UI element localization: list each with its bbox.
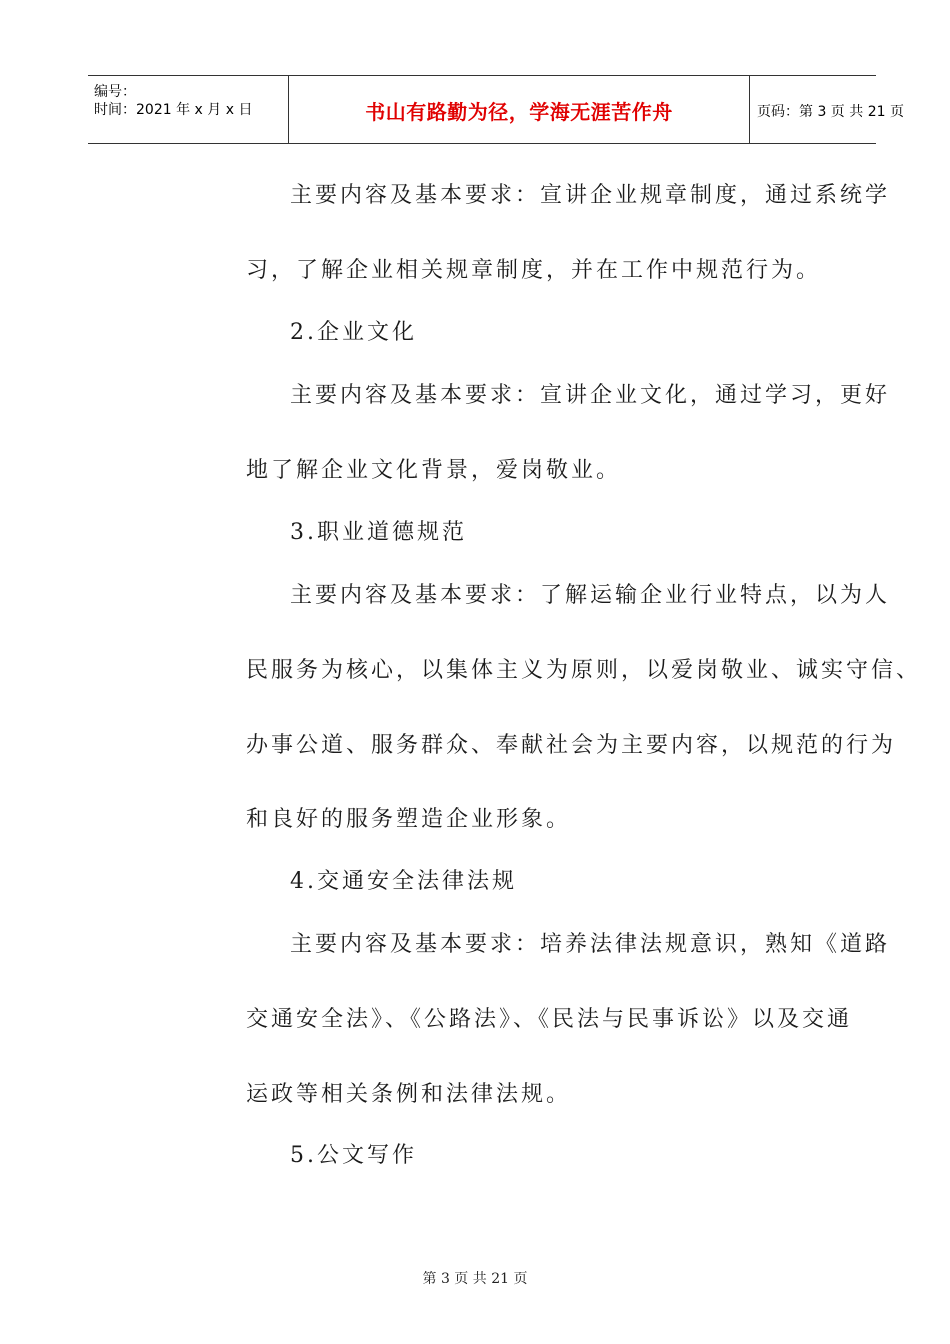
body-line: 和良好的服务塑造企业形象。: [246, 807, 572, 832]
header-motto: 书山有路勤为径，学海无涯苦作舟: [365, 100, 673, 124]
body-line: 运政等相关条例和法律法规。: [246, 1082, 572, 1107]
header-page-cell: [749, 76, 904, 143]
page-header: [88, 75, 904, 144]
serial-label: 编号：: [94, 84, 136, 100]
section-heading: 4.交通安全法律法规: [290, 869, 517, 894]
time-label: 时间：2021 年 x 月 x 日: [94, 102, 253, 118]
body-line: 地了解企业文化背景，爱岗敬业。: [246, 458, 622, 483]
body-line: 主要内容及基本要求：了解运输企业行业特点，以为人: [290, 583, 891, 608]
body-line: 主要内容及基本要求：宣讲企业文化，通过学习，更好: [290, 383, 891, 408]
header-motto-cell: [288, 76, 750, 143]
body-line: 主要内容及基本要求：培养法律法规意识，熟知《道路: [290, 932, 891, 957]
body-line: 民服务为核心，以集体主义为原则，以爱岗敬业、诚实守信、: [246, 658, 922, 683]
page-footer: 第 3 页 共 21 页: [422, 1271, 528, 1287]
section-heading: 5.公文写作: [290, 1143, 417, 1168]
section-heading: 2.企业文化: [290, 320, 417, 345]
body-line: 办事公道、服务群众、奉献社会为主要内容，以规范的行为: [246, 733, 897, 758]
header-page-info: 页码：第 3 页 共 21 页: [757, 104, 904, 120]
section-heading: 3.职业道德规范: [290, 520, 467, 545]
body-line: 主要内容及基本要求：宣讲企业规章制度，通过系统学: [290, 183, 891, 208]
body-line: 交通安全法》、《公路法》、《民法与民事诉讼》以及交通: [246, 1007, 853, 1032]
body-line: 习，了解企业相关规章制度，并在工作中规范行为。: [246, 258, 822, 283]
header-meta-cell: [88, 76, 288, 143]
